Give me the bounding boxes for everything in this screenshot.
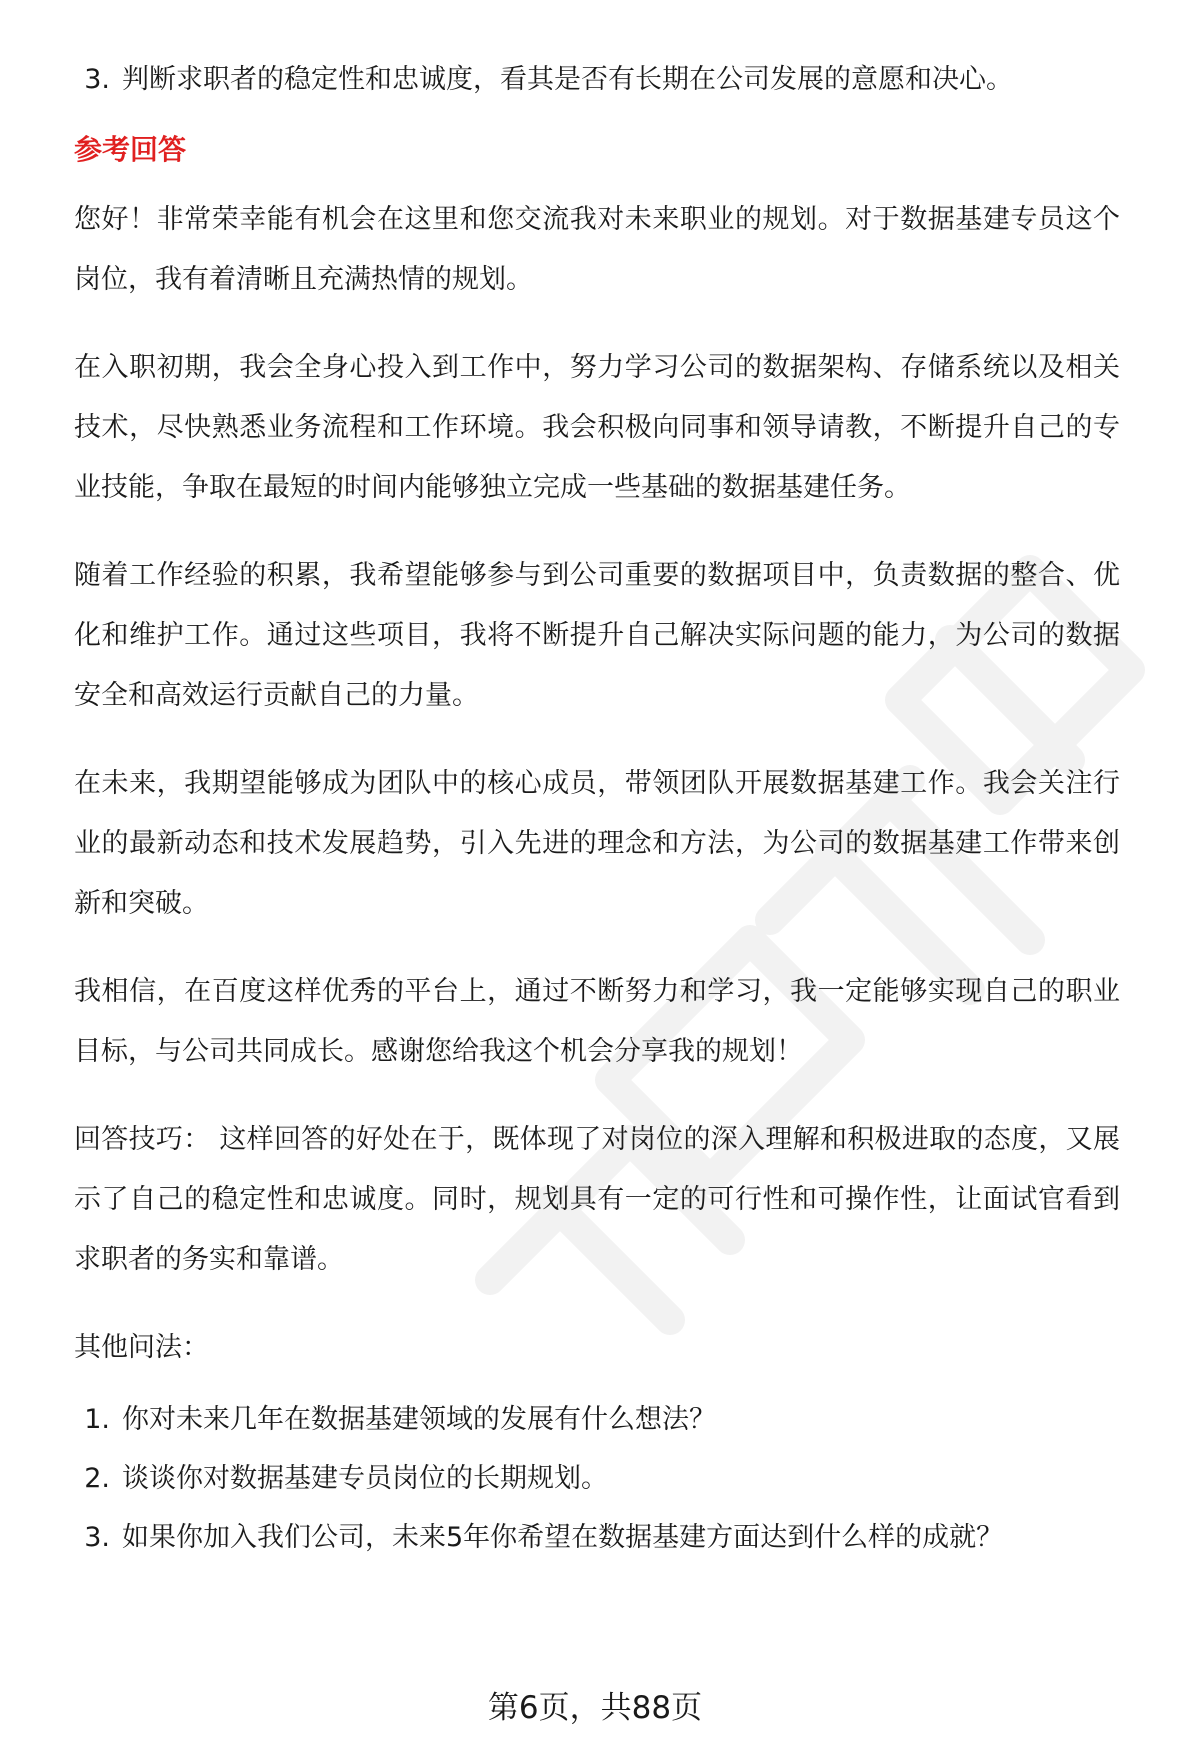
answer-paragraph-4: 在未来，我期望能够成为团队中的核心成员，带领团队开展数据基建工作。我会关注行业的最新动态和技术发展趋势，引入先进的理念和方法，为公司的数据基建工作带来创新和突破。 (74, 768, 1120, 919)
answer-paragraph-1: 您好！非常荣幸能有机会在这里和您交流我对未来职业的规划。对于数据基建专员这个岗位，我有着清晰且充满热情的规划。 (74, 204, 1120, 295)
answer-paragraph-3: 随着工作经验的积累，我希望能够参与到公司重要的数据项目中，负责数据的整合、优化和维护工作。通过这些项目，我将不断提升自己解决实际问题的能力，为公司的数据安全和高效运行贡献自己的力量。 (74, 560, 1120, 711)
answer-paragraph-2: 在入职初期，我会全身心投入到工作中，努力学习公司的数据架构、存储系统以及相关技术，尽快熟悉业务流程和工作环境。我会积极向同事和领导请教，不断提升自己的专业技能，争取在最短的时间内能够独立完成一些基础的数据基建任务。 (74, 352, 1120, 503)
answer-tip-paragraph: 回答技巧： 这样回答的好处在于，既体现了对岗位的深入理解和积极进取的态度，又展示了自己的稳定性和忠诚度。同时，规划具有一定的可行性和可操作性，让面试官看到求职者的务实和靠谱。 (74, 1124, 1120, 1275)
section-heading: 参考回答 (74, 133, 187, 166)
other-question-item (74, 1400, 1120, 1440)
other-questions-label: 其他问法： (74, 1332, 209, 1363)
other-question-number: 1. (84, 1404, 110, 1435)
other-question-item (74, 1518, 1120, 1558)
answer-paragraph-5: 我相信，在百度这样优秀的平台上，通过不断努力和学习，我一定能够实现自己的职业目标，与公司共同成长。感谢您给我这个机会分享我的规划！ (74, 976, 1120, 1067)
other-questions-list (74, 1400, 1120, 1558)
other-question-number: 3. (84, 1522, 110, 1553)
other-question-number: 2. (84, 1463, 110, 1494)
criteria-item-3 (74, 60, 1120, 100)
page-number-footer: 第6页，共88页 (487, 1690, 703, 1726)
other-question-text: 你对未来几年在数据基建领域的发展有什么想法？ (122, 1404, 716, 1435)
other-question-text: 如果你加入我们公司，未来5年你希望在数据基建方面达到什么样的成就？ (122, 1522, 1004, 1553)
criteria-item-number: 3. (84, 64, 110, 95)
criteria-item-text: 判断求职者的稳定性和忠诚度，看其是否有长期在公司发展的意愿和决心。 (122, 64, 1013, 95)
other-question-item (74, 1459, 1120, 1499)
other-question-text: 谈谈你对数据基建专员岗位的长期规划。 (122, 1463, 608, 1494)
page-content (74, 60, 1120, 1558)
